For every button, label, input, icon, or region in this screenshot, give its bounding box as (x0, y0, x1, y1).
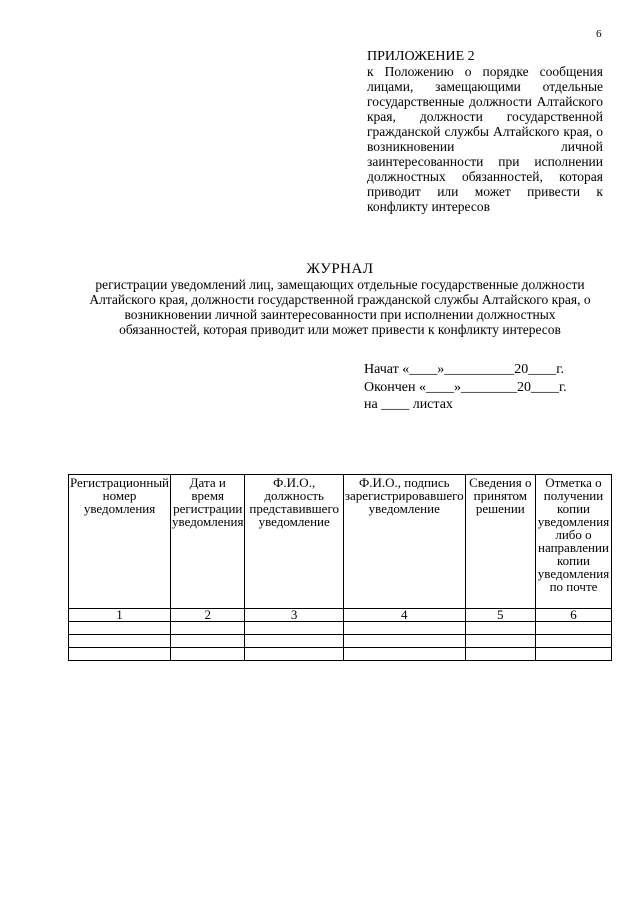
table-row (69, 622, 612, 635)
table-row (69, 648, 612, 661)
column-header-decision: Сведения о принятом решении (465, 475, 535, 609)
table-cell (536, 622, 612, 635)
journal-meta (364, 361, 567, 414)
column-header-reg-number: Регистрационный номер уведомления (69, 475, 171, 609)
journal-title: ЖУРНАЛ (306, 261, 374, 277)
column-number: 2 (171, 609, 245, 622)
column-header-date-time: Дата и время регистрации уведомления (171, 475, 245, 609)
table-cell (69, 648, 171, 661)
table-cell (69, 635, 171, 648)
column-header-copy-mark: Отметка о получении копии уведомления либо о направлении копии уведомления по почте (536, 475, 612, 609)
appendix-text: к Положению о порядке сообщения лицами, замещающими отдельные государственные должности Алтайского края, должности государственной гражданской службы Алтайского края, о возникновении личной заинтересованности при исполнении должностных обязанностей, которая приводит или может привести к конфликту интересов (367, 64, 603, 214)
table-cell (465, 635, 535, 648)
table-cell (69, 622, 171, 635)
table-cell (245, 635, 343, 648)
column-number: 1 (69, 609, 171, 622)
table-cell (245, 648, 343, 661)
table-cell (245, 622, 343, 635)
appendix-title: ПРИЛОЖЕНИЕ 2 (367, 49, 475, 64)
journal-heading (70, 261, 610, 337)
started-line: Начат «____»__________20____г. (364, 362, 564, 377)
register-table (68, 474, 612, 661)
journal-description: регистрации уведомлений лиц, замещающих отдельные государственные должности Алтайского края, должности государственной гражданской службы Алтайского края, о возникновении личной заинтересованности при исполнении должностных обязанностей, которая приводит или может привести к конфликту интересов (89, 277, 591, 337)
table-cell (343, 622, 465, 635)
table-cell (465, 648, 535, 661)
finished-line: Окончен «____»________20____г. (364, 379, 567, 395)
table-cell (536, 635, 612, 648)
column-number: 3 (245, 609, 343, 622)
column-number: 6 (536, 609, 612, 622)
table-cell (536, 648, 612, 661)
table-cell (465, 622, 535, 635)
appendix-block (367, 49, 603, 214)
column-number: 5 (465, 609, 535, 622)
column-header-registrar: Ф.И.О., подпись зарегистрировавшего уведомление (343, 475, 465, 609)
table-cell (171, 635, 245, 648)
table-cell (171, 622, 245, 635)
column-header-submitter: Ф.И.О., должность представившего уведомление (245, 475, 343, 609)
column-number-row (69, 609, 612, 622)
column-number: 4 (343, 609, 465, 622)
table-cell (343, 648, 465, 661)
table-header-row (69, 475, 612, 609)
table-cell (171, 648, 245, 661)
table-cell (343, 635, 465, 648)
sheets-line: на ____ листах (364, 397, 453, 412)
table-row (69, 635, 612, 648)
page-number: 6 (596, 28, 602, 40)
